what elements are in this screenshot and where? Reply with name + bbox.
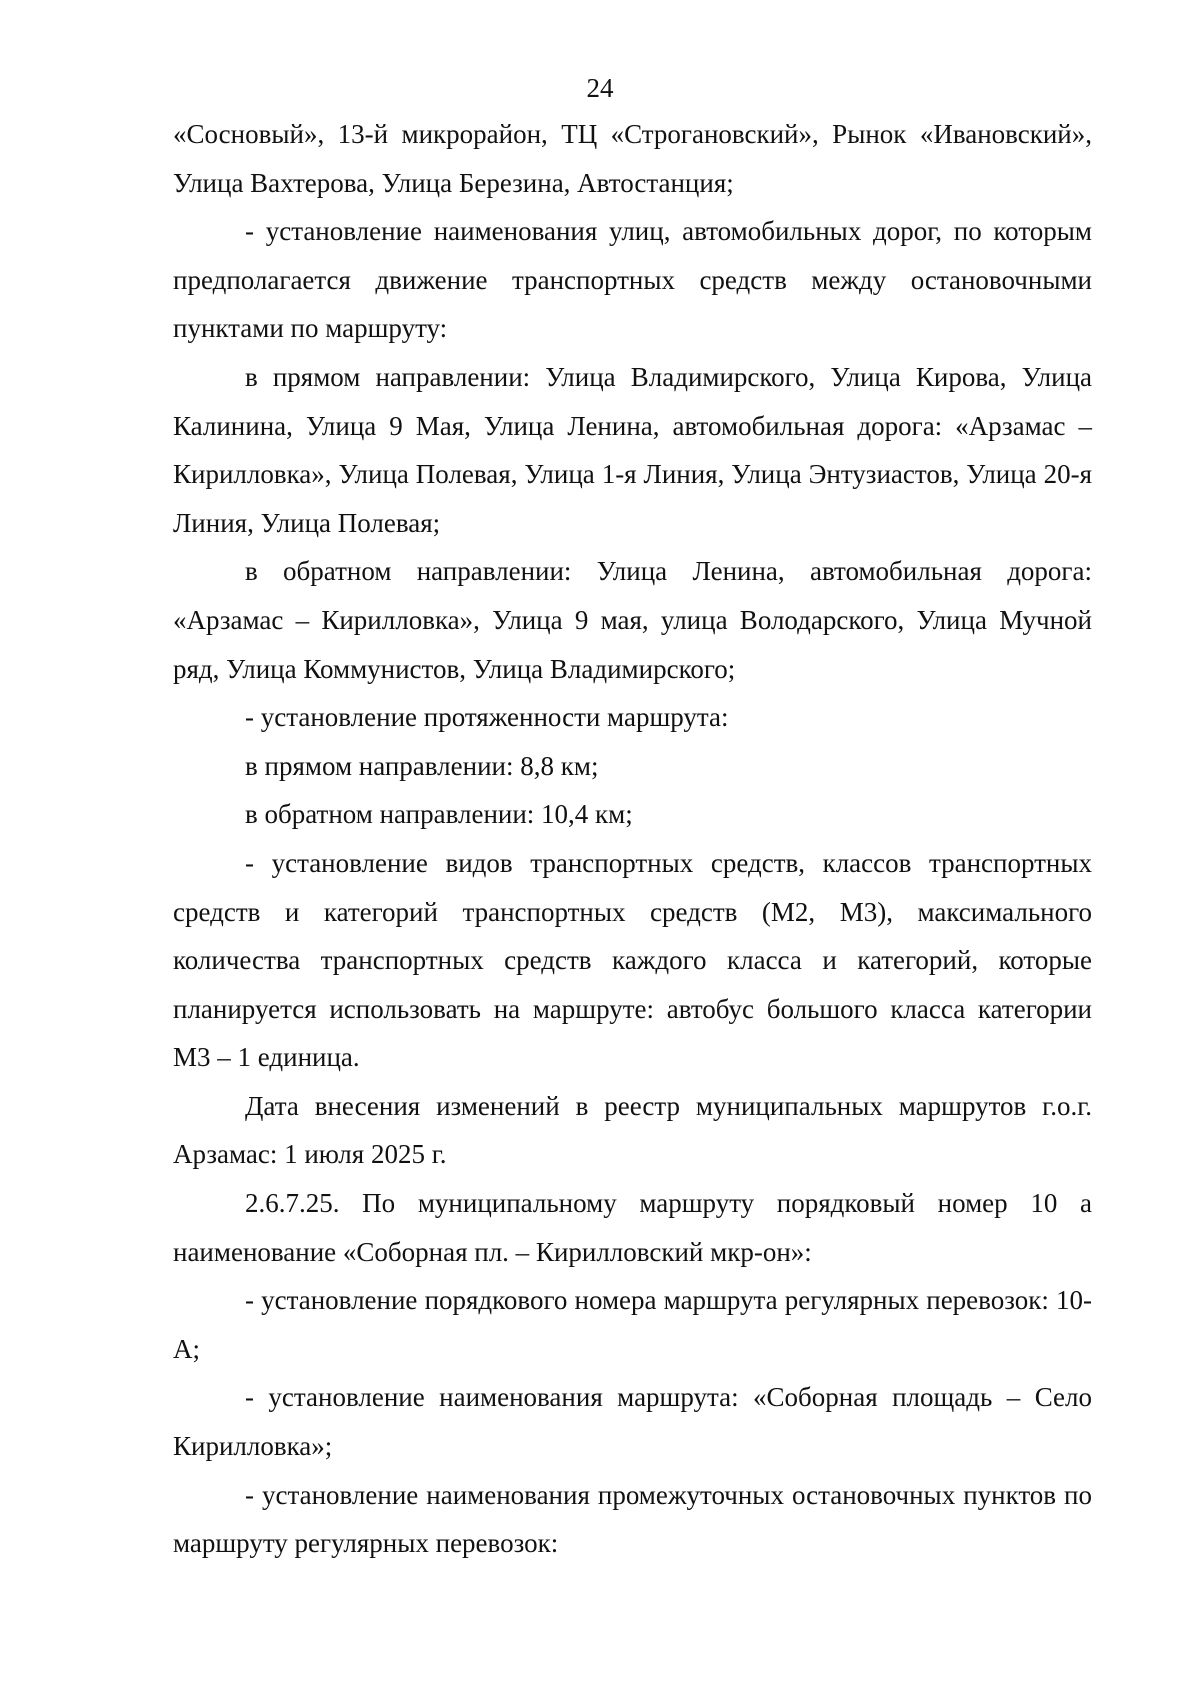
paragraph-registry-date: Дата внесения изменений в реестр муниципальных маршрутов г.о.г. Арзамас: 1 июля 2025 г.: [173, 1090, 1092, 1170]
paragraph-forward-direction: в прямом направлении: Улица Владимирского, Улица Кирова, Улица Калинина, Улица 9 Мая, Улица Ленина, автомобильная дорога: «Арзамас – Кирилловка», Улица Полевая, Улица 1-я Линия, Улица Энтузиастов, Улица 20-я Линия, Улица Полевая;: [173, 361, 1092, 538]
paragraph-streets-heading: - установление наименования улиц, автомобильных дорог, по которым предполагается движение транспортных средств между остановочными пунктами по маршруту:: [173, 216, 1092, 344]
paragraph-route-name: - установление наименования маршрута: «Соборная площадь – Село Кирилловка»;: [173, 1382, 1092, 1462]
paragraph-stops-continuation: «Сосновый», 13-й микрорайон, ТЦ «Строгановский», Рынок «Ивановский», Улица Вахтерова, Улица Березина, Автостанция;: [173, 119, 1092, 198]
paragraph-forward-length: в прямом направлении: 8,8 км;: [245, 750, 599, 781]
document-body: [173, 110, 1092, 1568]
paragraph-intermediate-stops-heading: - установление наименования промежуточных остановочных пунктов по маршруту регулярных перевозок:: [173, 1479, 1092, 1559]
page-number: 24: [586, 73, 614, 103]
paragraph-vehicle-types: - установление видов транспортных средств, классов транспортных средств и категорий транспортных средств (М2, М3), максимального количества транспортных средств каждого класса и категорий, которые планируется использовать на маршруте: автобус большого класса категории М3 – 1 единица.: [173, 847, 1092, 1073]
paragraph-reverse-direction: в обратном направлении: Улица Ленина, автомобильная дорога: «Арзамас – Кирилловка», Улица 9 мая, улица Володарского, Улица Мучной ряд, Улица Коммунистов, Улица Владимирского;: [173, 556, 1092, 684]
paragraph-route-length-heading: - установление протяженности маршрута:: [245, 702, 729, 733]
paragraph-reverse-length: в обратном направлении: 10,4 км;: [245, 799, 633, 830]
paragraph-section-2-6-7-25: 2.6.7.25. По муниципальному маршруту порядковый номер 10 а наименование «Соборная пл. – Кирилловский мкр-он»:: [173, 1188, 1092, 1267]
paragraph-route-number: - установление порядкового номера маршрута регулярных перевозок: 10-А;: [173, 1285, 1092, 1364]
